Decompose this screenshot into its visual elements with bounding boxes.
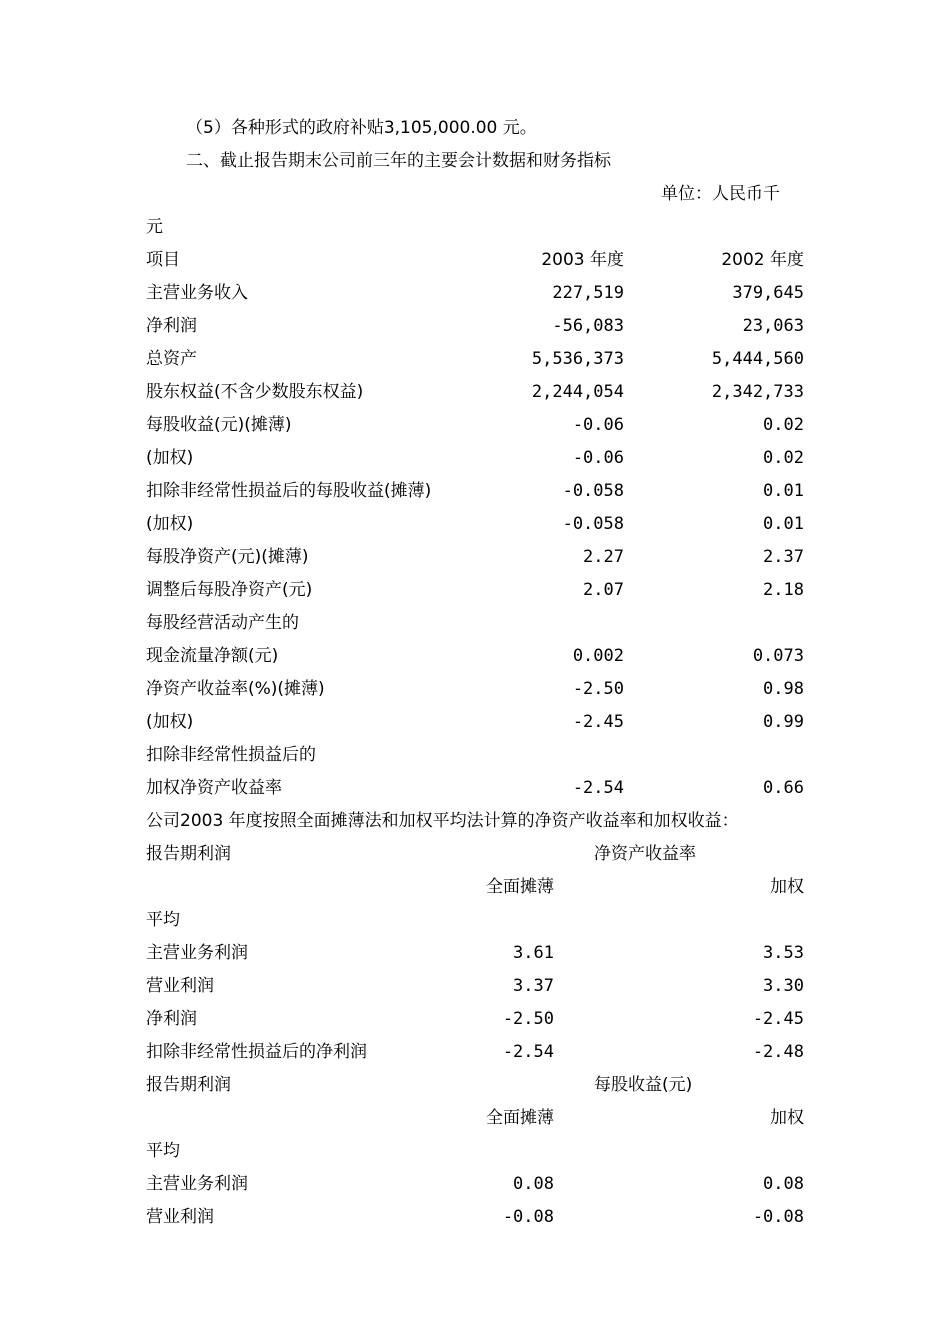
table3-header-left: 报告期利润 <box>146 1075 231 1095</box>
value-2003: -2.54 <box>572 778 624 798</box>
roe-intro-paragraph: 公司2003 年度按照全面摊薄法和加权平均法计算的净资产收益率和加权收益： <box>146 811 739 831</box>
table2-sub-full: 全面摊薄 <box>486 877 554 897</box>
row-label: 营业利润 <box>146 976 214 996</box>
row-label: 营业利润 <box>146 1207 214 1227</box>
unit-label-cont: 元 <box>146 217 163 237</box>
row-label: 主营业务利润 <box>146 1174 248 1194</box>
row-label: 总资产 <box>146 349 197 369</box>
value-2002: 0.98 <box>763 679 804 699</box>
row-label: 主营业务利润 <box>146 943 248 963</box>
unit-label: 单位：人民币千 <box>661 184 780 204</box>
row-label: 扣除非经常性损益后的 <box>146 745 316 765</box>
value-2002: 379,645 <box>732 283 804 303</box>
section-title: 二、截止报告期末公司前三年的主要会计数据和财务指标 <box>186 151 611 171</box>
value-2002: 0.99 <box>763 712 804 732</box>
table2-avg-label: 平均 <box>146 910 180 930</box>
table3-sub-full: 全面摊薄 <box>486 1108 554 1128</box>
value-weighted: -2.48 <box>752 1042 804 1062</box>
table1-header-2003: 2003 年度 <box>541 250 624 270</box>
value-2002: 0.01 <box>763 514 804 534</box>
row-label: (加权) <box>146 448 194 468</box>
value-2002: 0.073 <box>752 646 804 666</box>
value-2003: 227,519 <box>552 283 624 303</box>
value-weighted: -2.45 <box>752 1009 804 1029</box>
value-2002: 0.02 <box>763 415 804 435</box>
value-2002: 2.37 <box>763 547 804 567</box>
value-weighted: 3.53 <box>763 943 804 963</box>
table3-avg-label: 平均 <box>146 1141 180 1161</box>
row-label: 净利润 <box>146 316 197 336</box>
value-2002: 0.02 <box>763 448 804 468</box>
value-2003: -2.45 <box>572 712 624 732</box>
table3-header-center: 每股收益(元) <box>594 1075 693 1095</box>
value-2002: 23,063 <box>742 316 804 336</box>
value-full: -0.08 <box>502 1207 554 1227</box>
table1-header-item: 项目 <box>146 250 180 270</box>
value-2002: 2.18 <box>763 580 804 600</box>
value-full: -2.50 <box>502 1009 554 1029</box>
value-2003: 2.27 <box>583 547 624 567</box>
row-label: 调整后每股净资产(元) <box>146 580 313 600</box>
row-label: 加权净资产收益率 <box>146 778 282 798</box>
row-label: 每股收益(元)(摊薄) <box>146 415 292 435</box>
value-weighted: 0.08 <box>763 1174 804 1194</box>
value-2002: 0.01 <box>763 481 804 501</box>
row-label: 净资产收益率(%)(摊薄) <box>146 679 325 699</box>
value-2003: -0.06 <box>572 415 624 435</box>
value-full: -2.54 <box>502 1042 554 1062</box>
value-2003: -2.50 <box>572 679 624 699</box>
value-2003: -0.058 <box>562 481 624 501</box>
row-label: 主营业务收入 <box>146 283 248 303</box>
value-full: 0.08 <box>513 1174 554 1194</box>
value-full: 3.37 <box>513 976 554 996</box>
value-2003: 5,536,373 <box>531 349 624 369</box>
value-full: 3.61 <box>513 943 554 963</box>
row-label: (加权) <box>146 514 194 534</box>
table2-header-center: 净资产收益率 <box>594 844 696 864</box>
table2-sub-weighted: 加权 <box>770 877 804 897</box>
value-2002: 2,342,733 <box>711 382 804 402</box>
row-label: 现金流量净额(元) <box>146 646 279 666</box>
table3-sub-weighted: 加权 <box>770 1108 804 1128</box>
row-label: 净利润 <box>146 1009 197 1029</box>
row-label: 每股净资产(元)(摊薄) <box>146 547 309 567</box>
value-weighted: 3.30 <box>763 976 804 996</box>
table1-header-2002: 2002 年度 <box>721 250 804 270</box>
row-label: 股东权益(不含少数股东权益) <box>146 382 364 402</box>
value-2003: -56,083 <box>552 316 624 336</box>
value-2002: 5,444,560 <box>711 349 804 369</box>
value-2003: -0.06 <box>572 448 624 468</box>
row-label: 扣除非经常性损益后的每股收益(摊薄) <box>146 481 432 501</box>
value-2003: 2,244,054 <box>531 382 624 402</box>
subsidy-line: （5）各种形式的政府补贴3,105,000.00 元。 <box>186 118 537 138</box>
value-2003: 0.002 <box>572 646 624 666</box>
value-2002: 0.66 <box>763 778 804 798</box>
row-label: (加权) <box>146 712 194 732</box>
value-2003: 2.07 <box>583 580 624 600</box>
row-label: 扣除非经常性损益后的净利润 <box>146 1042 367 1062</box>
value-2003: -0.058 <box>562 514 624 534</box>
row-label: 每股经营活动产生的 <box>146 613 299 633</box>
value-weighted: -0.08 <box>752 1207 804 1227</box>
table2-header-left: 报告期利润 <box>146 844 231 864</box>
